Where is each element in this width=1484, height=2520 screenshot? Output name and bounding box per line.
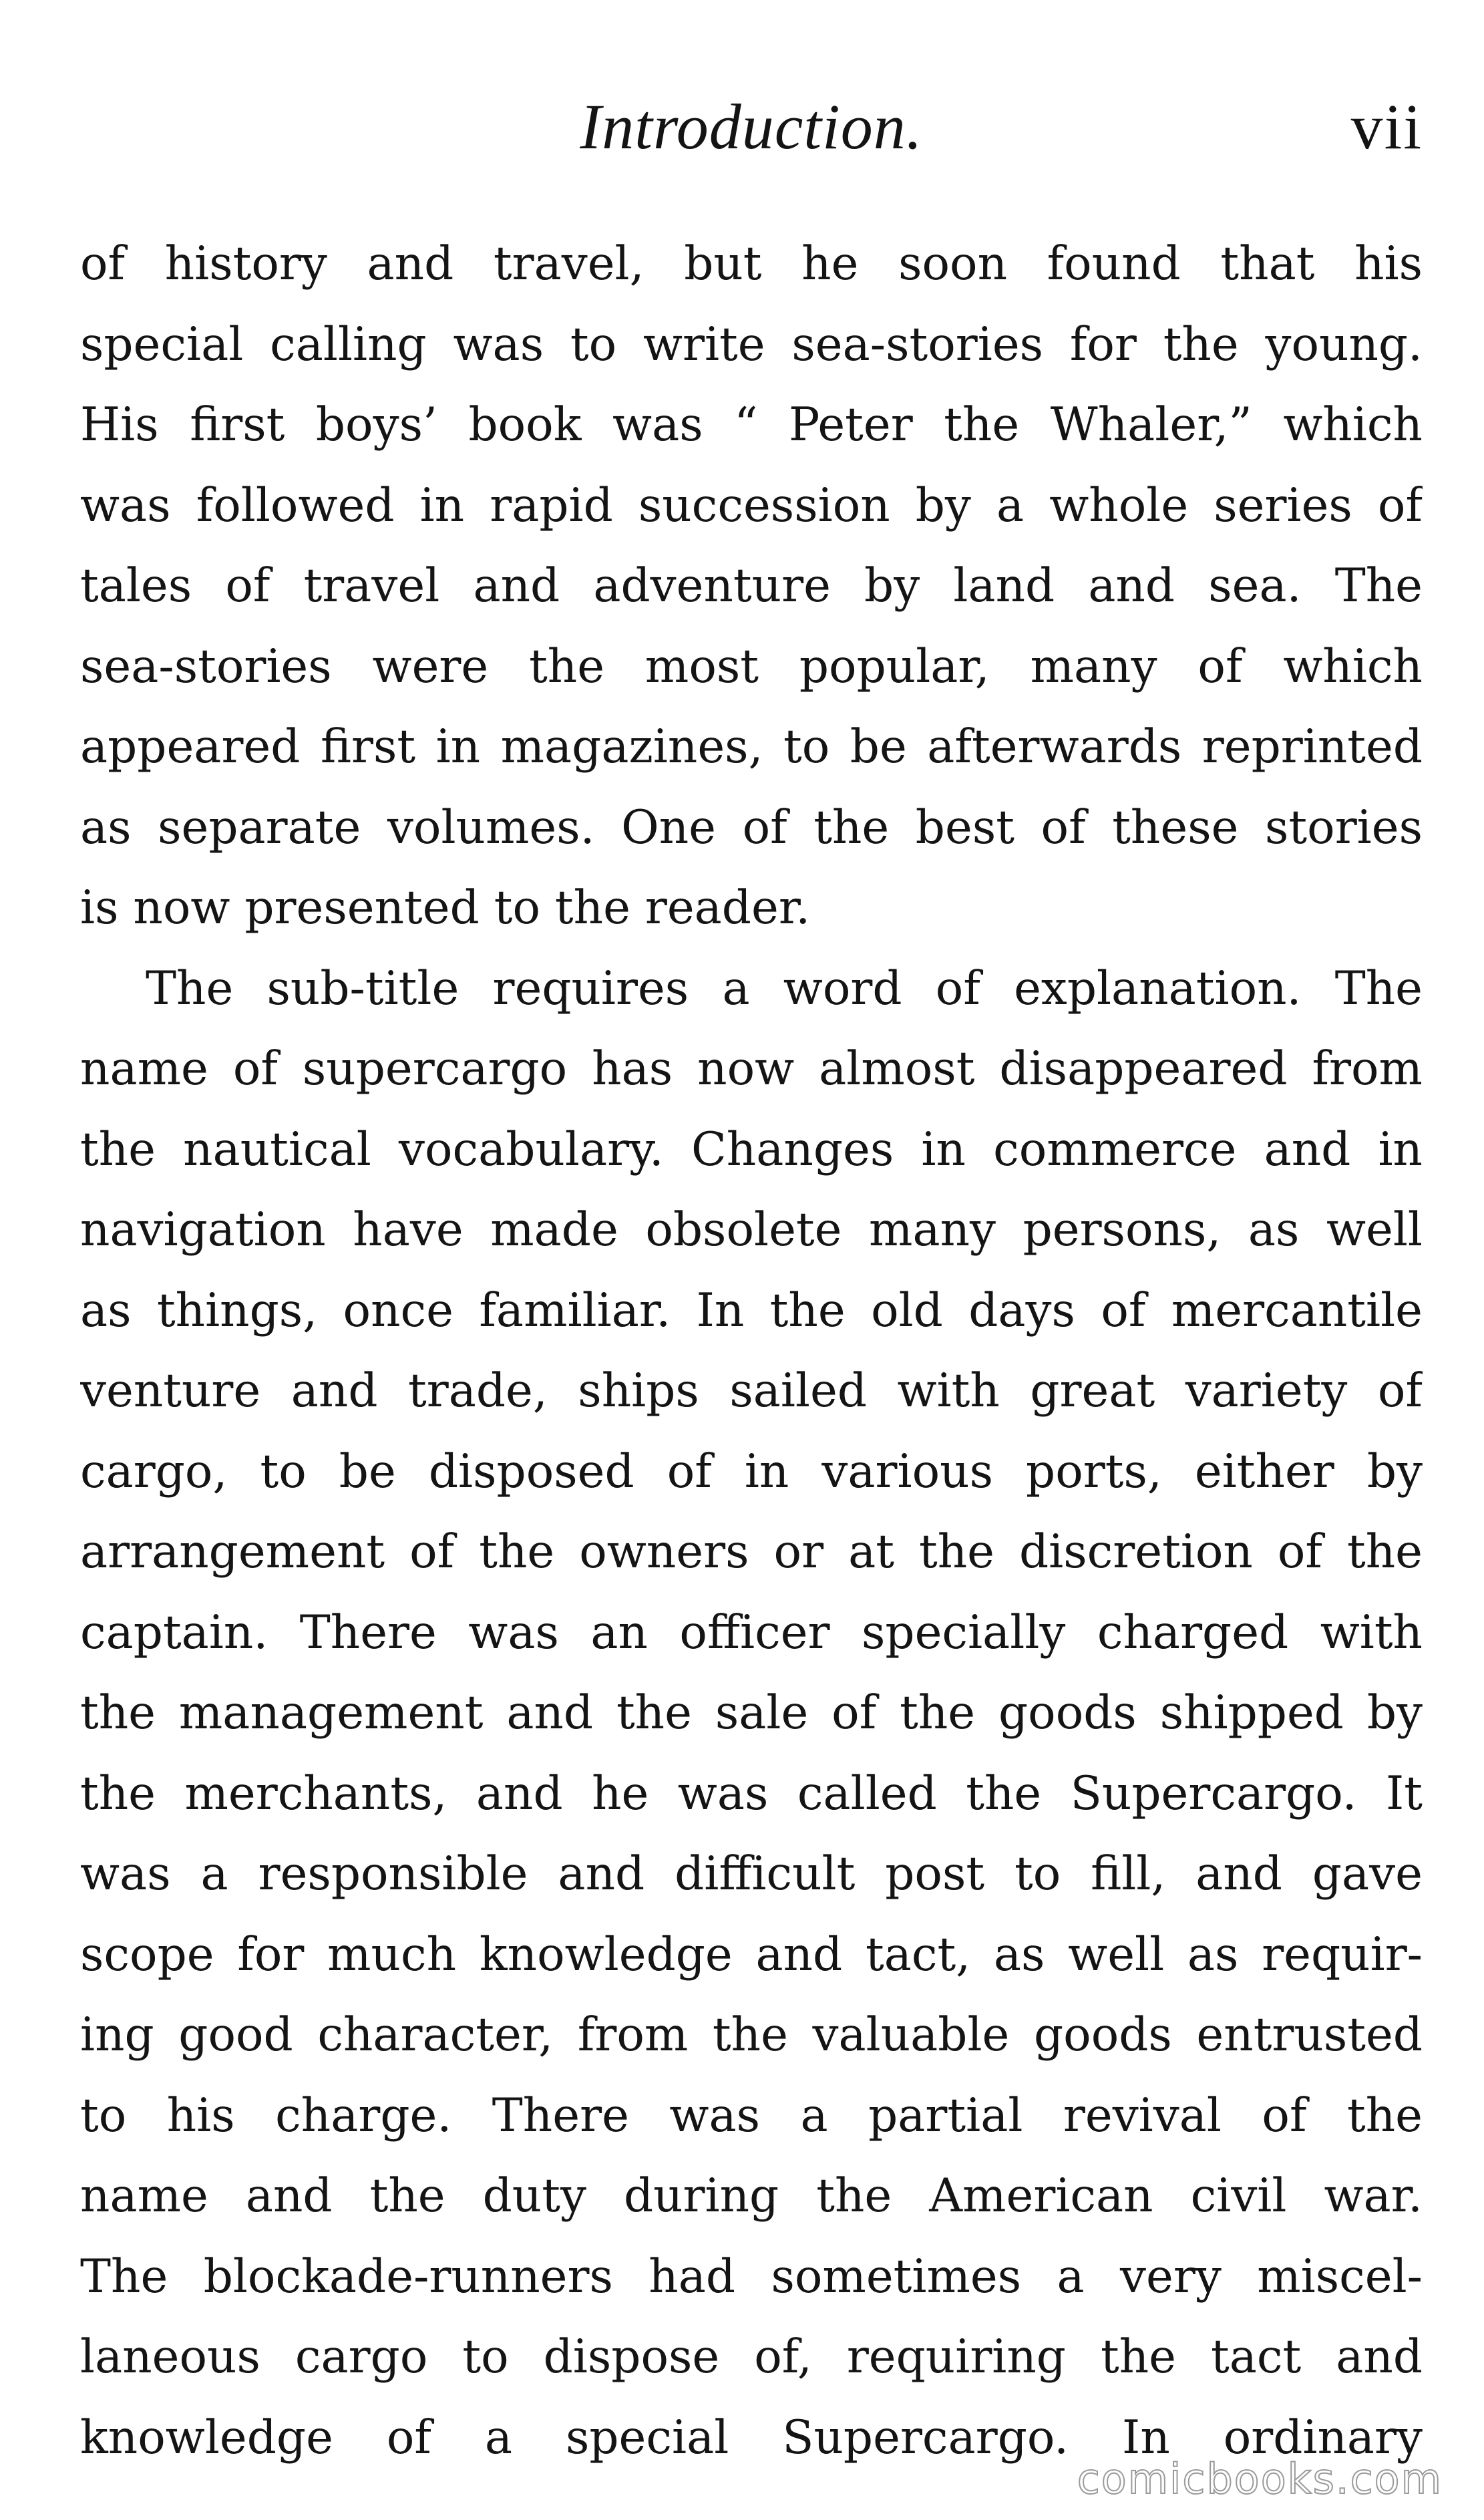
- text-line: tales of travel and adventure by land and sea. The: [80, 559, 1423, 613]
- text-line: The blockade-runners had sometimes a very miscel-: [80, 2249, 1423, 2304]
- watermark: comicbooks.com: [1077, 2455, 1443, 2503]
- text-line: special calling was to write sea-stories for the young.: [80, 317, 1423, 371]
- running-head: Introduction.: [580, 91, 923, 162]
- text-line: name and the duty during the American civil war.: [80, 2169, 1423, 2223]
- text-line: cargo, to be disposed of in various ports, either by: [80, 1444, 1423, 1499]
- text-line: name of supercargo has now almost disappeared from: [80, 1042, 1423, 1096]
- text-line: venture and trade, ships sailed with great variety of: [80, 1364, 1423, 1418]
- text-line: arrangement of the owners or at the discretion of the: [80, 1525, 1423, 1579]
- text-line: The sub-title requires a word of explanation. The: [146, 961, 1423, 1015]
- text-line: navigation have made obsolete many persons, as well: [80, 1203, 1423, 1257]
- body-text: [80, 224, 1423, 2478]
- text-line: the merchants, and he was called the Supercargo. It: [80, 1766, 1423, 1821]
- text-line: to his charge. There was a partial revival of the: [80, 2088, 1423, 2143]
- text-line: was a responsible and difficult post to fill, and gave: [80, 1847, 1423, 1901]
- text-line: the nautical vocabulary. Changes in commerce and in: [80, 1122, 1423, 1176]
- paragraph-2: [80, 949, 1423, 2479]
- text-line: ing good character, from the valuable goods entrusted: [80, 2008, 1423, 2062]
- text-line: knowledge of a special Supercargo. In ordinary: [80, 2410, 1423, 2465]
- paragraph-1: [80, 224, 1423, 949]
- text-line: sea-stories were the most popular, many of which: [80, 639, 1423, 693]
- text-line: was followed in rapid succession by a whole series of: [80, 478, 1423, 532]
- text-line: as things, once familiar. In the old days of mercantile: [80, 1283, 1423, 1337]
- text-line: the management and the sale of the goods shipped by: [80, 1686, 1423, 1740]
- text-line: laneous cargo to dispose of, requiring the tact and: [80, 2330, 1423, 2384]
- text-line: His first boys’ book was “ Peter the Whaler,” which: [80, 398, 1423, 452]
- text-line: captain. There was an officer specially charged with: [80, 1605, 1423, 1660]
- page-number: vii: [1350, 91, 1423, 162]
- page-header: [80, 90, 1423, 164]
- text-line: is now presented to the reader.: [80, 881, 811, 935]
- text-line: appeared first in magazines, to be afterwards reprinted: [80, 720, 1423, 774]
- text-line: as separate volumes. One of the best of these stories: [80, 800, 1423, 854]
- text-line: scope for much knowledge and tact, as well as requir-: [80, 1927, 1423, 1982]
- text-line: of history and travel, but he soon found that his: [80, 237, 1423, 291]
